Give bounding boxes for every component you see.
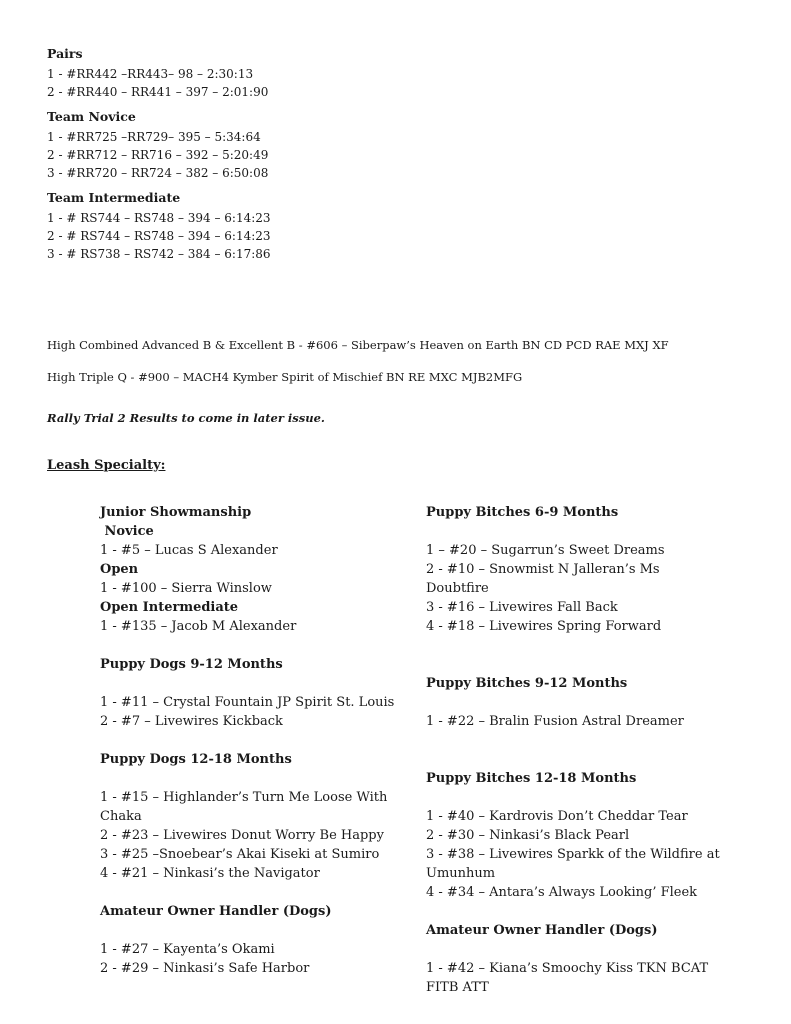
- result-line: 1 - #135 – Jacob M Alexander: [100, 619, 297, 634]
- result-line: 1 - #RR442 –RR443– 98 – 2:30:13: [47, 67, 254, 81]
- amateur-owner-handler-right: [426, 921, 726, 997]
- result-line: 1 - #100 – Sierra Winslow: [100, 581, 272, 596]
- rally-results: [47, 46, 747, 271]
- puppy-bitches-12-18: [426, 769, 726, 902]
- section-title: Junior Showmanship: [100, 505, 252, 520]
- team-novice-section: [47, 109, 747, 180]
- amateur-owner-handler-left: [100, 902, 400, 978]
- result-line: 2 - #29 – Ninkasi’s Safe Harbor: [100, 961, 310, 976]
- junior-showmanship: [100, 503, 400, 636]
- result-line: 2 - # RS744 – RS748 – 394 – 6:14:23: [47, 229, 271, 243]
- subsection-title: Open Intermediate: [100, 600, 239, 615]
- high-triple: High Triple Q - #900 – MACH4 Kymber Spirit of Mischief BN RE MXC MJB2MFG: [47, 370, 523, 384]
- subsection-title: Open: [100, 562, 139, 577]
- result-line: 1 - #42 – Kiana’s Smoochy Kiss TKN BCAT FITB ATT: [426, 961, 709, 995]
- section-title: Puppy Bitches 12-18 Months: [426, 771, 637, 786]
- result-line: 1 - #RR725 –RR729– 395 – 5:34:64: [47, 130, 261, 144]
- result-line: 4 - #34 – Antara’s Always Looking’ Fleek: [426, 885, 698, 900]
- section-title: Pairs: [47, 46, 83, 61]
- result-line: 3 - #16 – Livewires Fall Back: [426, 600, 618, 615]
- result-line: 2 - #23 – Livewires Donut Worry Be Happy: [100, 828, 384, 843]
- section-title: Puppy Dogs 9-12 Months: [100, 657, 283, 672]
- section-title: Team Novice: [47, 109, 136, 124]
- result-line: 1 – #20 – Sugarrun’s Sweet Dreams: [426, 543, 665, 558]
- result-line: 2 - #10 – Snowmist N Jalleran’s Ms Doubtfire: [426, 562, 660, 596]
- result-line: 1 - #22 – Bralin Fusion Astral Dreamer: [426, 714, 684, 729]
- section-title: Puppy Bitches 9-12 Months: [426, 676, 628, 691]
- puppy-bitches-9-12: [426, 674, 726, 731]
- rally-trial-note: Rally Trial 2 Results to come in later issue.: [47, 411, 325, 425]
- result-line: 3 - #25 –Snoebear’s Akai Kiseki at Sumiro: [100, 847, 380, 862]
- result-line: 2 - #RR440 – RR441 – 397 – 2:01:90: [47, 85, 269, 99]
- puppy-dogs-12-18: [100, 750, 400, 883]
- puppy-dogs-9-12: [100, 655, 400, 731]
- left-column: [100, 503, 400, 978]
- section-title: Amateur Owner Handler (Dogs): [100, 904, 332, 919]
- result-line: 2 - #7 – Livewires Kickback: [100, 714, 283, 729]
- leash-specialty-heading: Leash Specialty:: [47, 458, 166, 473]
- section-title: Puppy Dogs 12-18 Months: [100, 752, 292, 767]
- section-title: Team Intermediate: [47, 190, 181, 205]
- result-line: 1 - #15 – Highlander’s Turn Me Loose With Chaka: [100, 790, 388, 824]
- section-title: Amateur Owner Handler (Dogs): [426, 923, 658, 938]
- right-column: [426, 503, 726, 997]
- result-line: 4 - #18 – Livewires Spring Forward: [426, 619, 662, 634]
- puppy-bitches-6-9: [426, 503, 726, 636]
- result-line: 1 - #27 – Kayenta’s Okami: [100, 942, 275, 957]
- team-intermediate-section: [47, 190, 747, 261]
- subsection-title: Novice: [100, 524, 154, 539]
- result-line: 3 - #38 – Livewires Sparkk of the Wildfire at Umunhum: [426, 847, 720, 881]
- pairs-section: [47, 46, 747, 99]
- result-line: 3 - #RR720 – RR724 – 382 – 6:50:08: [47, 166, 269, 180]
- result-line: 2 - #RR712 – RR716 – 392 – 5:20:49: [47, 148, 269, 162]
- section-title: Puppy Bitches 6-9 Months: [426, 505, 619, 520]
- high-combined: High Combined Advanced B & Excellent B - #606 – Siberpaw’s Heaven on Earth BN CD PCD RAE MXJ XF: [47, 338, 669, 352]
- result-line: 3 - # RS738 – RS742 – 384 – 6:17:86: [47, 247, 271, 261]
- result-line: 4 - #21 – Ninkasi’s the Navigator: [100, 866, 320, 881]
- result-line: 1 - # RS744 – RS748 – 394 – 6:14:23: [47, 211, 271, 225]
- result-line: 1 - #11 – Crystal Fountain JP Spirit St. Louis: [100, 695, 395, 710]
- result-line: 2 - #30 – Ninkasi’s Black Pearl: [426, 828, 630, 843]
- result-line: 1 - #5 – Lucas S Alexander: [100, 543, 278, 558]
- result-line: 1 - #40 – Kardrovis Don’t Cheddar Tear: [426, 809, 688, 824]
